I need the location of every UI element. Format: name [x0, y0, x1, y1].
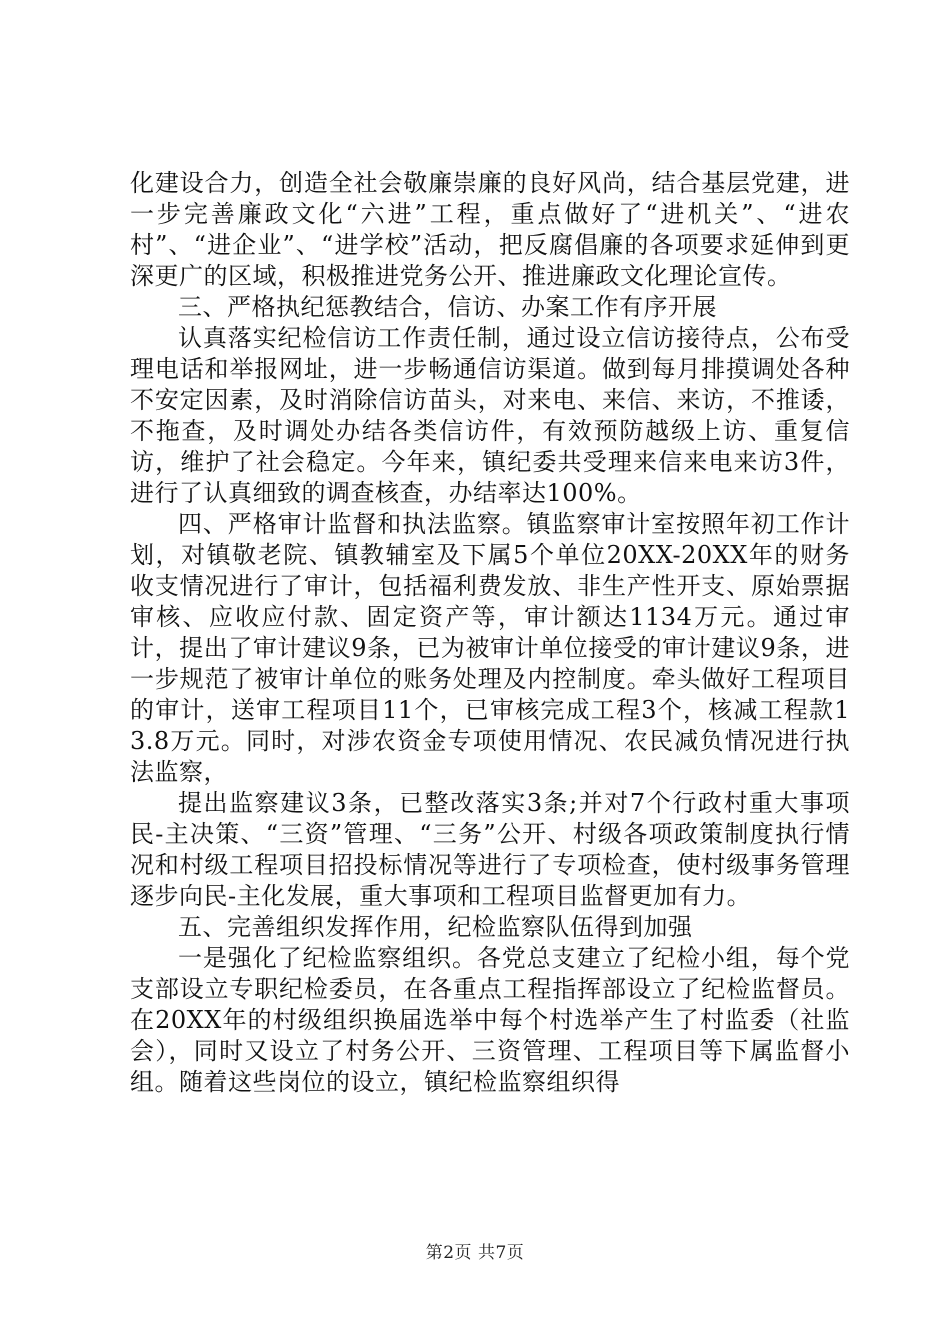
- page-number-footer: 第2页 共7页: [425, 1243, 525, 1263]
- paragraph-supervision-suggestions: 提出监察建议3条，已整改落实3条;并对7个行政村重大事项民-主决策、“三资”管理、“三务”公开、村级各项政策制度执行情况和村级工程项目招投标情况等进行了专项检查，使村级事务管理逐步向民-主化发展，重大事项和工程项目监督更加有力。: [130, 789, 850, 910]
- document-body: [130, 168, 850, 1098]
- paragraph-organization: 一是强化了纪检监察组织。各党总支建立了纪检小组，每个党支部设立专职纪检委员，在各重点工程指挥部设立了纪检监督员。在20XX年的村级组织换届选举中每个村选举产生了村监委（社监会），同时又设立了村务公开、三资管理、工程项目等下属监督小组。随着这些岗位的设立，镇纪检监察组织得: [130, 944, 850, 1096]
- section-heading-5: 五、完善组织发挥作用，纪检监察队伍得到加强: [178, 913, 693, 941]
- paragraph-continuation: 化建设合力，创造全社会敬廉崇廉的良好风尚，结合基层党建，进一步完善廉政文化“六进”工程，重点做好了“进机关”、“进农村”、“进企业”、“进学校”活动，把反腐倡廉的各项要求延伸到更深更广的区域，积极推进党务公开、推进廉政文化理论宣传。: [130, 169, 850, 290]
- section-heading-3: 三、严格执纪惩教结合，信访、办案工作有序开展: [178, 293, 717, 321]
- paragraph-audit-supervision: 四、严格审计监督和执法监察。镇监察审计室按照年初工作计划，对镇敬老院、镇教辅室及下属5个单位20XX-20XX年的财务收支情况进行了审计，包括福利费发放、非生产性开支、原始票据审核、应收应付款、固定资产等，审计额达1134万元。通过审计，提出了审计建议9条，已为被审计单位接受的审计建议9条，进一步规范了被审计单位的账务处理及内控制度。牵头做好工程项目的审计，送审工程项目11个，已审核完成工程3个，核减工程款13.8万元。同时，对涉农资金专项使用情况、农民减负情况进行执法监察，: [130, 510, 850, 786]
- paragraph-petition-work: 认真落实纪检信访工作责任制，通过设立信访接待点，公布受理电话和举报网址，进一步畅通信访渠道。做到每月排摸调处各种不安定因素，及时消除信访苗头，对来电、来信、来访，不推诿，不拖查，及时调处办结各类信访件，有效预防越级上访、重复信访，维护了社会稳定。今年来，镇纪委共受理来信来电来访3件，进行了认真细致的调查核查，办结率达100%。: [130, 324, 850, 507]
